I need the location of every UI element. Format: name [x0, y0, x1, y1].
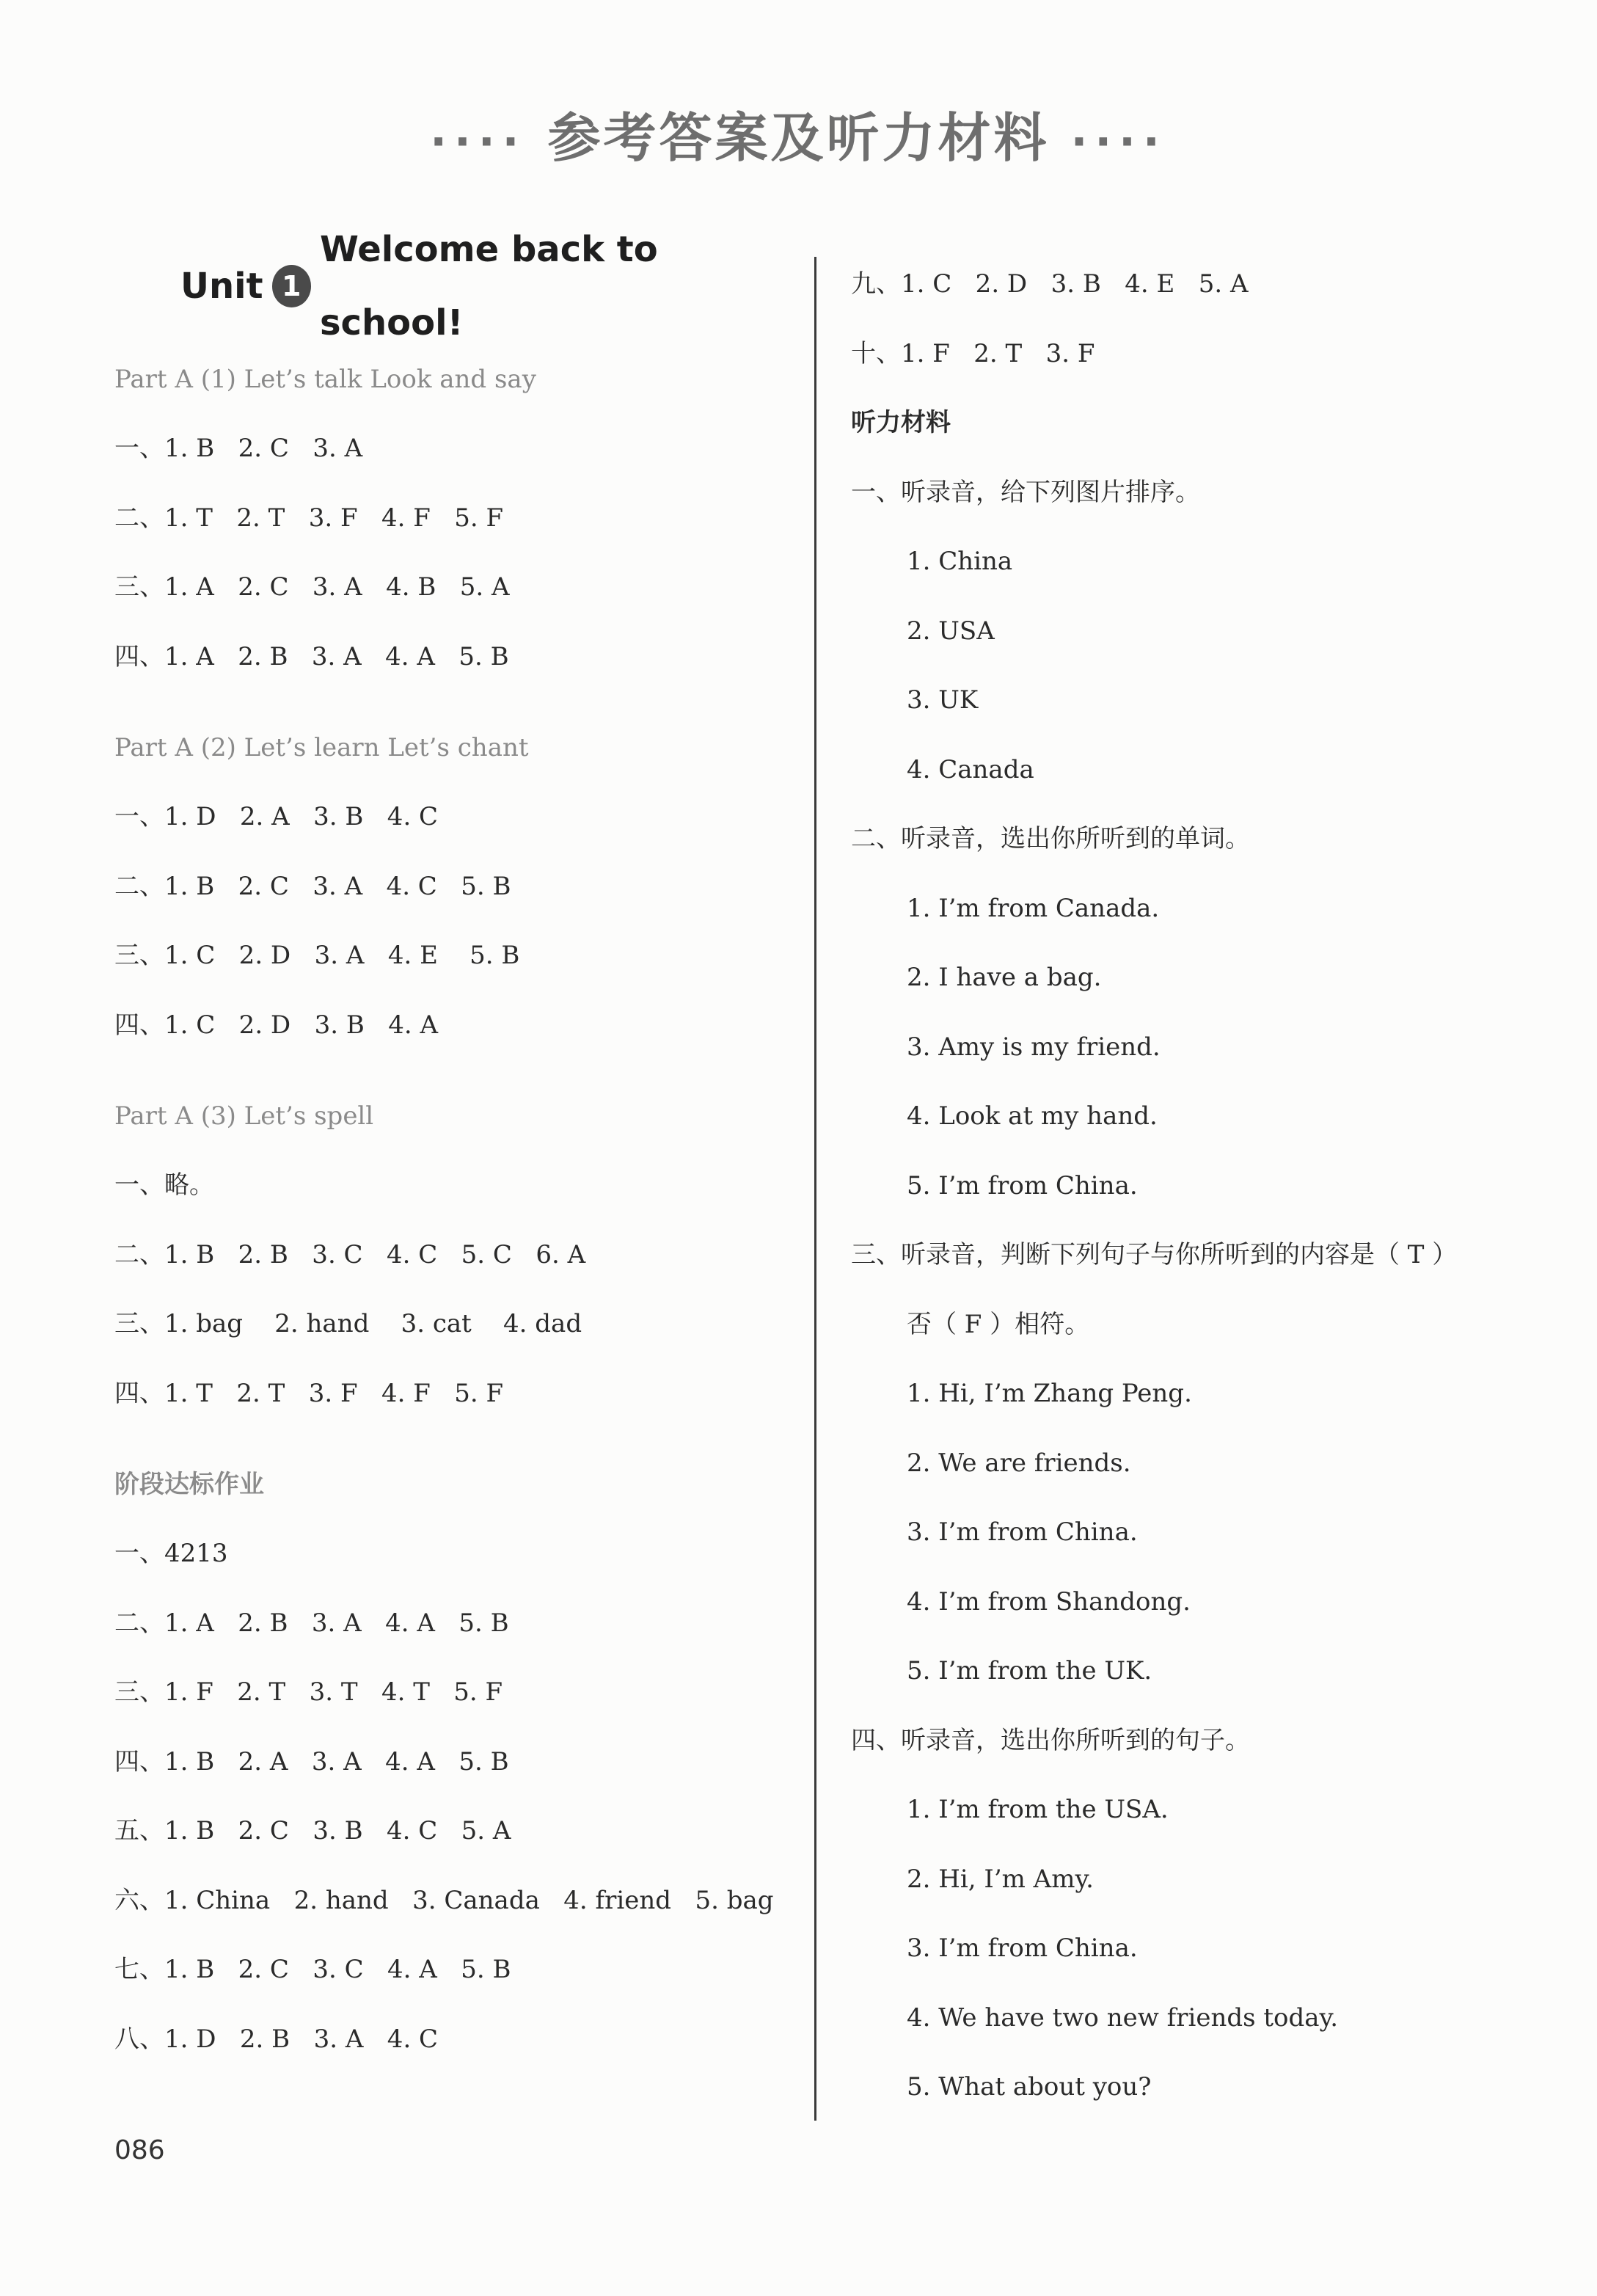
listening-item: 3. UK	[907, 685, 979, 715]
answer-line: 四、1. A 2. B 3. A 4. A 5. B	[114, 641, 509, 671]
section-title: Part A (1) Let’s talk Look and say	[114, 365, 536, 394]
listening-item: 2. Hi, I’m Amy.	[907, 1864, 1094, 1894]
listening-item: 3. I’m from China.	[907, 1517, 1138, 1547]
answer-line: 九、1. C 2. D 3. B 4. E 5. A	[851, 269, 1249, 299]
title-dots-left: ····	[430, 116, 527, 168]
answer-line: 七、1. B 2. C 3. C 4. A 5. B	[114, 1955, 511, 1984]
section-title: Part A (2) Let’s learn Let’s chant	[114, 733, 529, 762]
listening-heading: 三、听录音，判断下列句子与你所听到的内容是（ T ）	[851, 1240, 1458, 1269]
answer-line: 三、1. A 2. C 3. A 4. B 5. A	[114, 572, 510, 602]
page-title	[0, 95, 1597, 172]
answer-line: 四、1. B 2. A 3. A 4. A 5. B	[114, 1746, 509, 1776]
page-number: 086	[114, 2135, 165, 2165]
answer-line: 四、1. C 2. D 3. B 4. A	[114, 1010, 439, 1040]
answer-line: 二、1. T 2. T 3. F 4. F 5. F	[114, 503, 504, 533]
title-dots-right: ····	[1070, 116, 1167, 168]
answer-line: 二、1. B 2. C 3. A 4. C 5. B	[114, 871, 511, 901]
answer-line: 三、1. F 2. T 3. T 4. T 5. F	[114, 1677, 503, 1707]
left-column	[114, 229, 775, 2074]
answer-line: 五、1. B 2. C 3. B 4. C 5. A	[114, 1816, 511, 1845]
listening-item: 3. Amy is my friend.	[907, 1032, 1161, 1062]
answer-line: 一、1. B 2. C 3. A	[114, 434, 363, 463]
title-text: 参考答案及听力材料	[547, 107, 1050, 169]
answer-line: 一、略。	[114, 1170, 214, 1200]
listening-item: 5. I’m from China.	[907, 1170, 1138, 1200]
listening-item: 2. I have a bag.	[907, 963, 1102, 992]
listening-item: 5. I’m from the UK.	[907, 1656, 1152, 1685]
listening-item: 3. I’m from China.	[907, 1934, 1138, 1963]
listening-item: 1. China	[907, 547, 1013, 576]
right-column	[851, 249, 1541, 2122]
listening-item: 2. We are friends.	[907, 1448, 1131, 1478]
listening-heading: 四、听录音，选出你所听到的句子。	[851, 1725, 1250, 1755]
listening-heading-cont: 否（ F ）相符。	[907, 1309, 1090, 1339]
listening-item: 4. Canada	[907, 754, 1034, 784]
unit-heading	[114, 229, 775, 343]
answer-line: 四、1. T 2. T 3. F 4. F 5. F	[114, 1378, 504, 1408]
answer-line: 八、1. D 2. B 3. A 4. C	[114, 2024, 439, 2054]
section-title: 阶段达标作业	[114, 1470, 264, 1499]
answer-line: 六、1. China 2. hand 3. Canada 4. friend 5. bag	[114, 1885, 774, 1915]
listening-heading: 二、听录音，选出你所听到的单词。	[851, 824, 1250, 853]
unit-title: Welcome back to school!	[319, 229, 658, 343]
listening-item: 1. I’m from the USA.	[907, 1795, 1169, 1824]
listening-item: 4. We have two new friends today.	[907, 2002, 1339, 2033]
listening-item: 5. What about you?	[907, 2072, 1152, 2102]
answer-line: 二、1. B 2. B 3. C 4. C 5. C 6. A	[114, 1239, 586, 1269]
listening-item: 4. Look at my hand.	[907, 1101, 1158, 1131]
section-title: Part A (3) Let’s spell	[114, 1101, 374, 1131]
listening-item: 1. Hi, I’m Zhang Peng.	[907, 1379, 1192, 1408]
answer-line: 二、1. A 2. B 3. A 4. A 5. B	[114, 1608, 509, 1638]
listening-heading: 一、听录音，给下列图片排序。	[851, 477, 1200, 507]
listening-item: 1. I’m from Canada.	[907, 893, 1160, 923]
answer-line: 三、1. C 2. D 3. A 4. E 5. B	[114, 941, 520, 970]
unit-prefix: Unit	[180, 266, 263, 307]
answer-line: 三、1. bag 2. hand 3. cat 4. dad	[114, 1309, 582, 1338]
listening-title: 听力材料	[851, 408, 951, 437]
answer-line: 一、1. D 2. A 3. B 4. C	[114, 802, 439, 831]
answer-line: 一、4213	[114, 1539, 228, 1568]
answer-line: 十、1. F 2. T 3. F	[851, 338, 1095, 368]
listening-item: 2. USA	[907, 616, 995, 646]
unit-number-badge: 1	[272, 265, 311, 307]
column-divider	[814, 257, 816, 2121]
listening-item: 4. I’m from Shandong.	[907, 1586, 1191, 1617]
